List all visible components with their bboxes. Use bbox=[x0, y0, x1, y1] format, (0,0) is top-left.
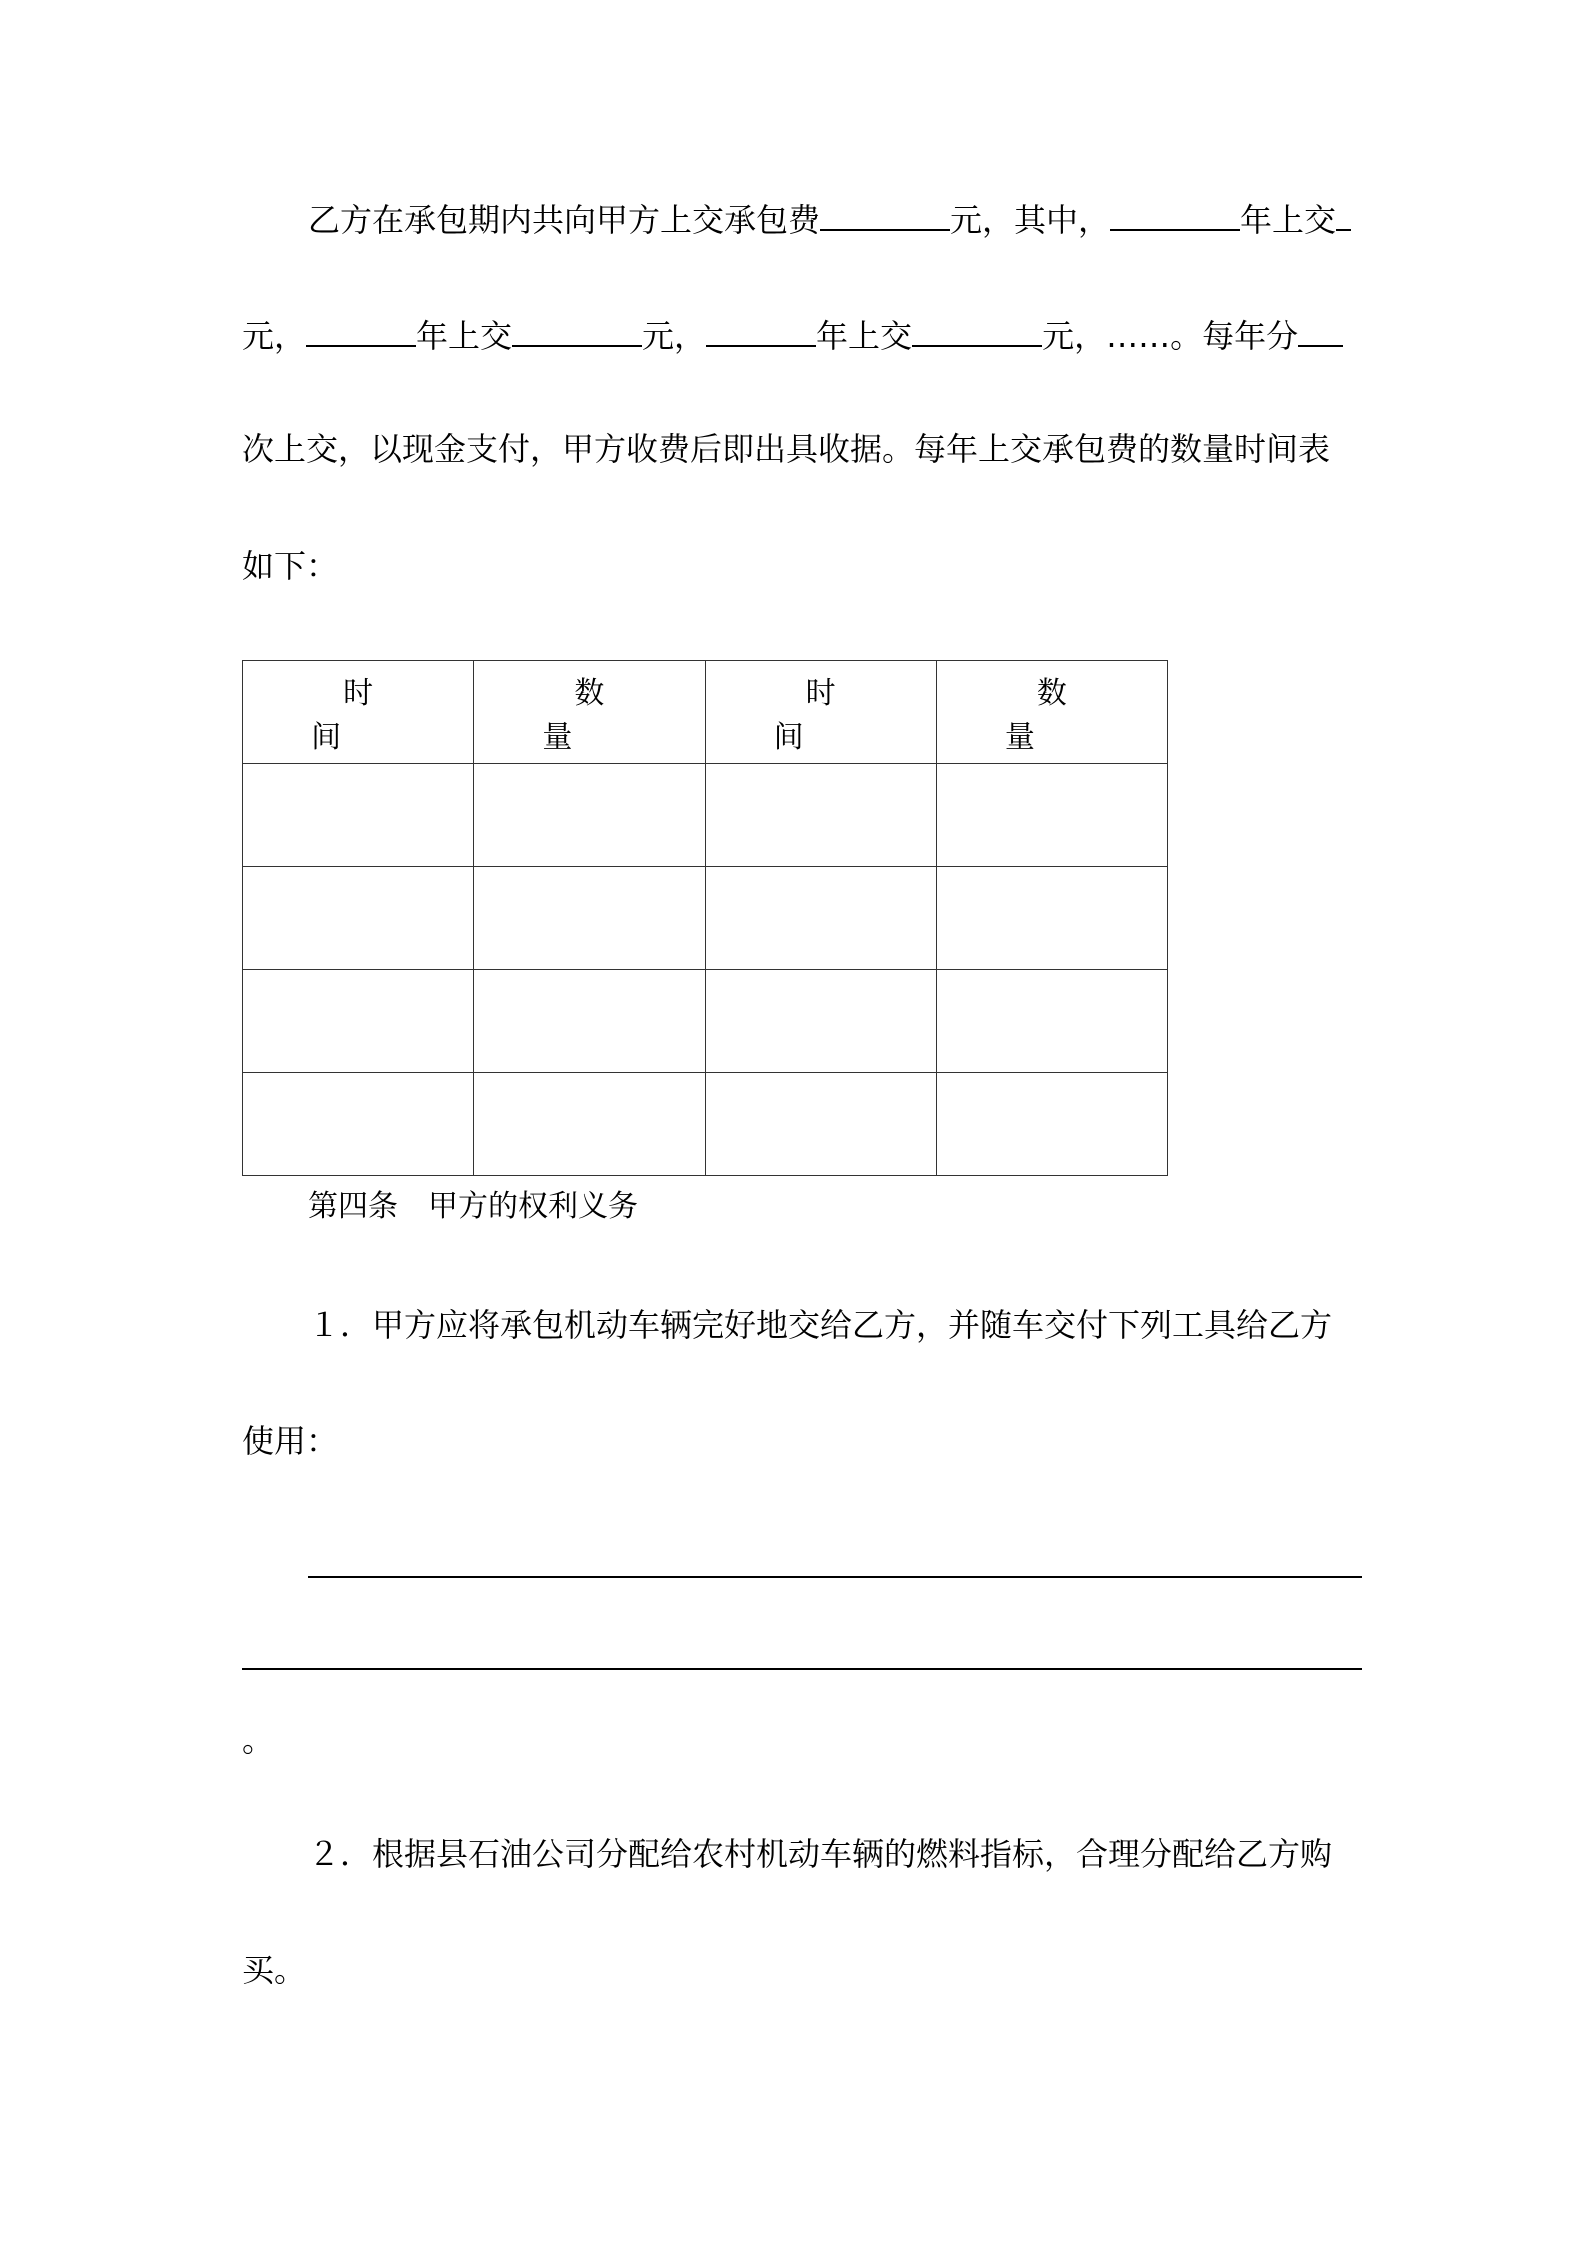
article4-item2-line1: ２．根据县石油公司分配给农村机动车辆的燃料指标，合理分配给乙方购 bbox=[308, 1835, 1333, 1873]
article4-item2-line2: 买。 bbox=[242, 1951, 307, 1989]
para1-text-h: 元，……。每年分 bbox=[1042, 317, 1299, 355]
para1-line4: 如下： bbox=[242, 547, 339, 585]
amount-blank-3 bbox=[912, 313, 1042, 347]
times-blank bbox=[1298, 313, 1343, 347]
table-cell bbox=[936, 867, 1167, 970]
table-cell bbox=[474, 764, 705, 867]
fee-total-blank bbox=[820, 197, 950, 231]
article4-item1-end: 。 bbox=[242, 1721, 275, 1759]
para1-line2 bbox=[242, 313, 1352, 356]
para1-text-a: 乙方在承包期内共向甲方上交承包费 bbox=[308, 201, 821, 239]
article4-item1-line1: １．甲方应将承包机动车辆完好地交给乙方，并随车交付下列工具给乙方 bbox=[308, 1306, 1333, 1344]
table-row bbox=[243, 1073, 1168, 1176]
table-cell bbox=[474, 1073, 705, 1176]
table-cell bbox=[705, 867, 936, 970]
para1-text-g: 年上交 bbox=[816, 317, 913, 355]
amount-blank-1 bbox=[1336, 197, 1351, 231]
table-cell bbox=[243, 970, 474, 1073]
para1-text-b: 元，其中， bbox=[950, 201, 1111, 239]
payment-schedule-table bbox=[242, 660, 1168, 1176]
para1-text-f: 元， bbox=[642, 317, 707, 355]
year-blank-2 bbox=[306, 313, 416, 347]
para1-line1 bbox=[308, 197, 1418, 240]
amount-blank-2 bbox=[512, 313, 642, 347]
table-row bbox=[243, 970, 1168, 1073]
table-cell bbox=[936, 970, 1167, 1073]
table-cell bbox=[243, 1073, 474, 1176]
table-cell bbox=[705, 970, 936, 1073]
header-amount-2: 数量 bbox=[936, 661, 1167, 764]
table-row bbox=[243, 764, 1168, 867]
table-cell bbox=[705, 764, 936, 867]
tools-fill-line-1 bbox=[308, 1576, 1362, 1578]
year-blank-3 bbox=[706, 313, 816, 347]
table-cell bbox=[936, 764, 1167, 867]
table-cell bbox=[474, 970, 705, 1073]
table-cell bbox=[474, 867, 705, 970]
para1-line3: 次上交，以现金支付，甲方收费后即出具收据。每年上交承包费的数量时间表 bbox=[242, 430, 1331, 468]
article4-heading: 第四条 甲方的权利义务 bbox=[308, 1189, 638, 1224]
para1-text-e: 年上交 bbox=[416, 317, 513, 355]
table-cell bbox=[936, 1073, 1167, 1176]
table-row bbox=[243, 867, 1168, 970]
header-time-1: 时间 bbox=[243, 661, 474, 764]
article4-item1-line2: 使用： bbox=[242, 1422, 339, 1460]
table-cell bbox=[243, 867, 474, 970]
table-cell bbox=[243, 764, 474, 867]
header-time-2: 时间 bbox=[705, 661, 936, 764]
year-blank-1 bbox=[1110, 197, 1240, 231]
table-header-row bbox=[243, 661, 1168, 764]
table-cell bbox=[705, 1073, 936, 1176]
para1-text-d: 元， bbox=[242, 317, 307, 355]
para1-text-c: 年上交 bbox=[1240, 201, 1337, 239]
tools-fill-line-2 bbox=[242, 1668, 1362, 1670]
header-amount-1: 数量 bbox=[474, 661, 705, 764]
